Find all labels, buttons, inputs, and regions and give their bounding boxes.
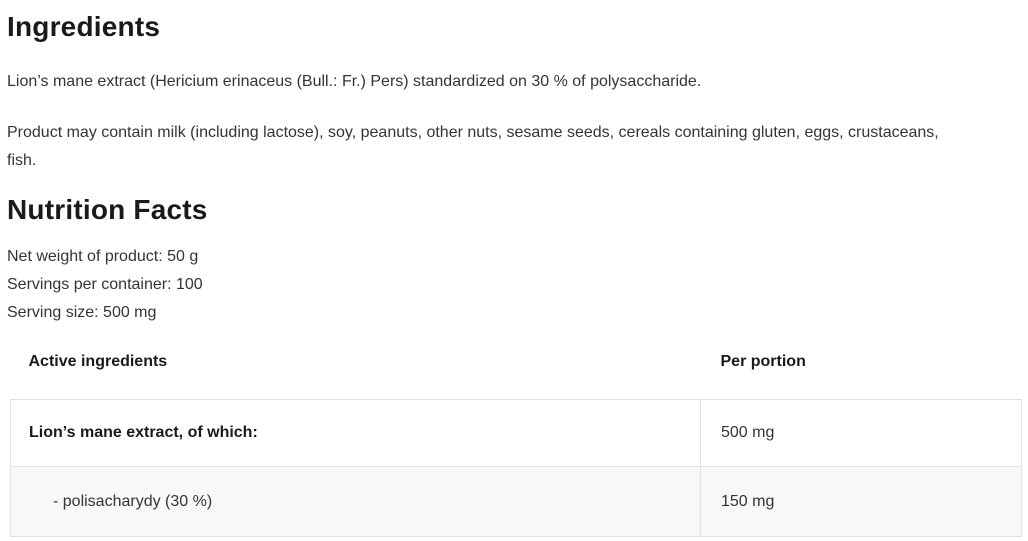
ingredient-name-cell: - polisacharydy (30 %) (11, 467, 701, 537)
nutrition-table (10, 341, 1022, 537)
ingredients-heading: Ingredients (7, 11, 161, 42)
table-header-active-ingredients: Active ingredients (28, 353, 168, 370)
ingredients-description: Lion’s mane extract (Hericium erinaceus (Bull.: Fr.) Pers) standardized on 30 % of polysaccharide. (7, 73, 702, 90)
ingredient-name-cell: Lion’s mane extract, of which: (11, 400, 701, 467)
per-portion-value-cell: 500 mg (701, 400, 1022, 467)
nutrition-details (7, 243, 1021, 327)
serving-size-line: Serving size: 500 mg (7, 304, 157, 321)
allergen-notice: Product may contain milk (including lactose), soy, peanuts, other nuts, sesame seeds, cereals containing gluten, eggs, crustaceans, fish. (7, 124, 939, 169)
table-row (11, 467, 1022, 537)
net-weight-line: Net weight of product: 50 g (7, 248, 199, 265)
table-header-row (11, 341, 1022, 400)
servings-per-container-line: Servings per container: 100 (7, 276, 203, 293)
per-portion-value-cell: 150 mg (701, 467, 1022, 537)
table-row (11, 400, 1022, 467)
nutrition-facts-heading: Nutrition Facts (7, 194, 208, 225)
table-header-per-portion: Per portion (720, 353, 806, 370)
